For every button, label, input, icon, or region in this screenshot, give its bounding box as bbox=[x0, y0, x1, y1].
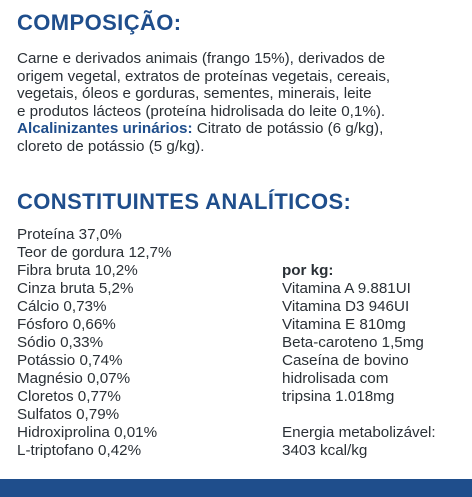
analytics-left-column bbox=[17, 226, 172, 460]
vitamin-item: Vitamina A 9.881UI bbox=[282, 280, 411, 297]
energy-label: Energia metabolizável: bbox=[282, 424, 436, 441]
composition-heading: COMPOSIÇÃO: bbox=[17, 10, 182, 35]
composition-line: origem vegetal, extratos de proteínas vegetais, cereais, bbox=[17, 67, 391, 85]
vitamin-item: tripsina 1.018mg bbox=[282, 388, 395, 405]
analytics-right-column bbox=[282, 262, 436, 460]
nutrient-item: L-triptofano 0,42% bbox=[17, 442, 142, 459]
footer-bar bbox=[0, 479, 472, 497]
nutrient-item: Sódio 0,33% bbox=[17, 334, 104, 351]
nutrient-item: Proteína 37,0% bbox=[17, 226, 122, 243]
spacer bbox=[282, 406, 436, 424]
composition-paragraph bbox=[17, 50, 467, 156]
per-kg-label: por kg: bbox=[282, 262, 334, 279]
nutrient-item: Magnésio 0,07% bbox=[17, 370, 131, 387]
alkalizer-text: Citrato de potássio (6 g/kg), bbox=[192, 120, 384, 138]
nutrient-item: Fósforo 0,66% bbox=[17, 316, 116, 333]
alkalizer-label: Alcalinizantes urinários: bbox=[17, 120, 193, 138]
composition-line: e produtos lácteos (proteína hidrolisada do leite 0,1%). bbox=[17, 102, 386, 120]
nutrient-item: Cinza bruta 5,2% bbox=[17, 280, 134, 297]
nutrient-item: Sulfatos 0,79% bbox=[17, 406, 120, 423]
nutrient-item: Hidroxiprolina 0,01% bbox=[17, 424, 158, 441]
analytics-heading: CONSTITUINTES ANALÍTICOS: bbox=[17, 189, 352, 214]
vitamin-item: Vitamina D3 946UI bbox=[282, 298, 410, 315]
vitamin-item: Vitamina E 810mg bbox=[282, 316, 406, 333]
composition-line: Carne e derivados animais (frango 15%), derivados de bbox=[17, 50, 386, 67]
alkalizer-line bbox=[17, 120, 467, 138]
nutrient-item: Cloretos 0,77% bbox=[17, 388, 121, 405]
energy-value: 3403 kcal/kg bbox=[282, 442, 368, 459]
nutrient-item: Teor de gordura 12,7% bbox=[17, 244, 172, 261]
alkalizer-line-2: cloreto de potássio (5 g/kg). bbox=[17, 137, 205, 155]
vitamin-item: Caseína de bovino bbox=[282, 352, 409, 369]
composition-line: vegetais, óleos e gorduras, sementes, minerais, leite bbox=[17, 85, 372, 103]
nutrient-item: Cálcio 0,73% bbox=[17, 298, 107, 315]
vitamin-item: hidrolisada com bbox=[282, 370, 389, 387]
vitamin-item: Beta-caroteno 1,5mg bbox=[282, 334, 424, 351]
nutrient-item: Potássio 0,74% bbox=[17, 352, 123, 369]
nutrient-item: Fibra bruta 10,2% bbox=[17, 262, 138, 279]
